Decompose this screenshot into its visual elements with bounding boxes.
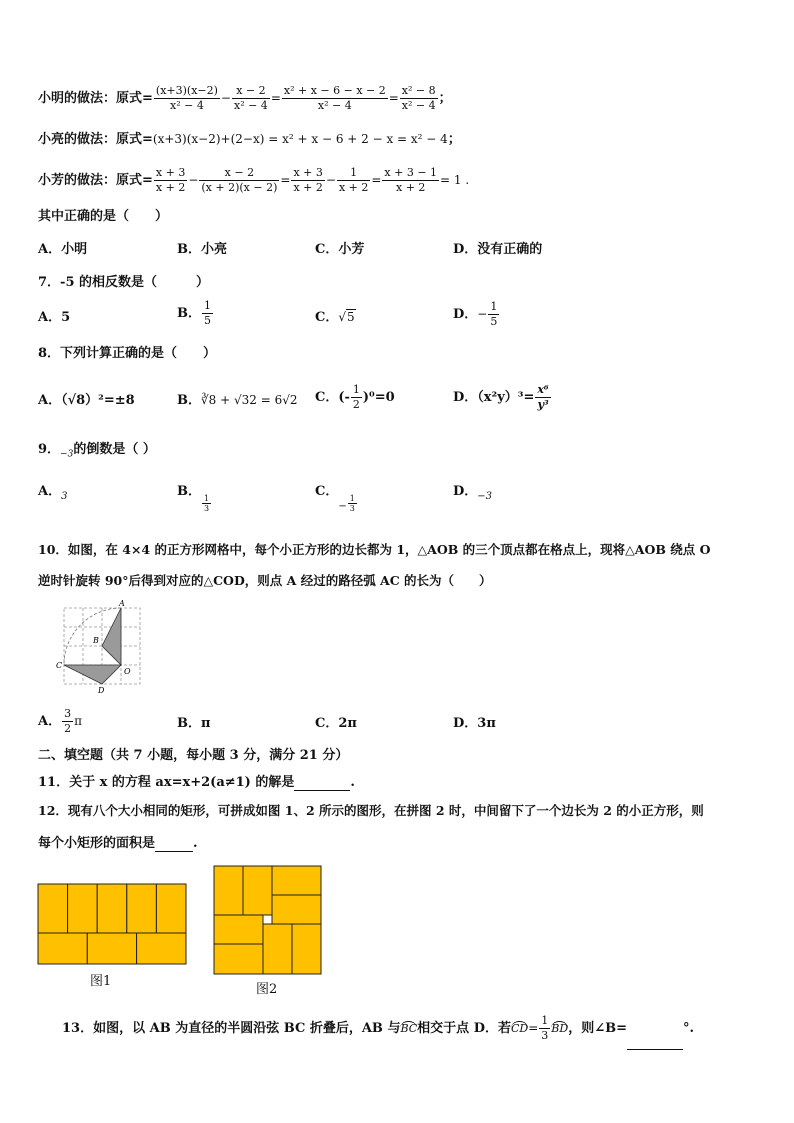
q6-fang-fraction-2: $\frac{x - 2}{(x + 2)(x - 2)}$ [201,166,278,194]
q7-stem: 7．-5 的相反数是（ ） [38,275,210,290]
fig-label-o: O [124,667,131,676]
sqrt-icon: √ [338,310,347,324]
fig-label-d: D [98,686,105,695]
fig-label-a: A [119,599,125,608]
q7-option-d-fraction: $\frac{1}{5}$ [490,300,498,328]
q8-option-b[interactable]: B．∛8 + √32 = 6√2 [177,393,298,408]
q6-fang-line: 小芳的做法：原式= $\frac{x + 3}{x + 2}$ − $\frac{x - 2}{(x + 2)(x - 2)}$ = $\frac{x + 3}{x + 2}$ − $\frac{1}{x + 2}$ = $\frac{x + 3 - 1}{x + 2}$ = 1 . [38,166,470,194]
q6-ming-prefix: 小明的做法：原式= [38,91,153,106]
q7-option-c[interactable]: C．√5 [315,310,355,325]
q10-option-a-fraction: $\frac{3}{2}$ [64,707,72,735]
q7-option-a[interactable]: A．5 [38,310,71,325]
q6-ming-fraction-3: $\frac{\text{x² + x − 6 − x − 2}}{\text{x² − 4}}$ [283,84,386,112]
q13: 13．如图，以 AB 为直径的半圆沿弦 BC 折叠后，AB 与BC相交于点 D．若CD= $\frac{1}{3}$ BD，则∠B= °. [62,1008,694,1048]
q12-line-1: 12．现有八个大小相同的矩形，可拼成如图 1、2 所示的图形，在拼图 2 时，中间留下了一个边长为 2 的小正方形，则 [38,803,704,818]
q13-answer-blank[interactable] [627,1009,683,1050]
q6-fang-prefix: 小芳的做法：原式= [38,173,153,188]
q9-option-a[interactable]: A．$_3$ [38,484,68,502]
q8-option-a[interactable]: A．（√8）²=±8 [38,393,135,408]
q6-option-a[interactable]: A．小明 [38,242,88,257]
q9-stem: 9．$_{-3}$的倒数是（ ） [38,442,156,460]
section-2-title: 二、填空题（共 7 小题，每小题 3 分，满分 21 分） [38,748,349,763]
q6-fang-fraction-5: $\frac{x + 3 - 1}{x + 2}$ [384,166,438,194]
q10-option-d[interactable]: D．3π [453,716,496,731]
q12-figure-1-label: 图1 [90,974,112,989]
q10-line-2: 逆时针旋转 90°后得到对应的△COD，则点 A 经过的路径弧 AC 的长为（ ） [38,573,492,588]
fig-label-c: C [56,661,63,670]
q8-option-c[interactable]: C．(- $\frac{1}{2}$ )⁰=0 [315,383,395,411]
fig-label-b: B [93,636,99,645]
q6-ming-fraction-4: $\frac{\text{x² − 8}}{\text{x² − 4}}$ [401,84,436,112]
q13-arc-bd: BD [551,1022,569,1035]
q8-stem: 8．下列计算正确的是（ ） [38,346,217,361]
q12-answer-blank[interactable] [155,836,193,852]
q10-option-a[interactable]: A． $\frac{3}{2}$ π [38,707,82,735]
q9-option-c-fraction: $\frac{1}{3}$ [349,494,355,513]
q10-option-c[interactable]: C．2π [315,716,357,731]
q6-fang-fraction-4: $\frac{1}{x + 2}$ [338,166,369,194]
q8-option-d[interactable]: D．（x²y）³= $\frac{\text{x⁶}}{\text{y³}}$ [453,383,549,411]
q10-rotation-figure [56,598,148,696]
q6-option-b[interactable]: B．小亮 [177,242,227,257]
q9-option-b-fraction: $\frac{1}{3}$ [204,494,210,513]
q12-figure-2 [213,865,323,976]
q13-arc-bc: BC [400,1022,418,1035]
q7-option-b[interactable]: B． $\frac{1}{5}$ [177,299,211,327]
q6-option-d[interactable]: D．没有正确的 [453,242,543,257]
q12-figure-2-label: 图2 [256,982,278,997]
q12-line-2: 每个小矩形的面积是 . [38,836,198,851]
q7-option-d[interactable]: D．− $\frac{1}{5}$ [453,300,498,328]
q6-liang-prefix: 小亮的做法：原式= [38,132,153,147]
q6-ming-line: 小明的做法：原式= $\frac{(x+3)(x-2)}{\text{x² − 4}}$ − $\frac{x - 2}{\text{x² − 4}}$ = $\frac{\text{x² + x − 6 − x − 2}}{\text{x² − 4}}$ = $\frac{\text{x² − 8}}{\text{x² − 4}}$ ； [38,84,452,112]
q6-ming-fraction-2: $\frac{x - 2}{\text{x² − 4}}$ [233,84,268,112]
q7-option-b-fraction: $\frac{1}{5}$ [204,299,211,327]
q11: 11．关于 x 的方程 ax=x+2(a≠1) 的解是 . [38,775,355,790]
q13-fraction: $\frac{1}{3}$ [541,1014,549,1042]
q9-option-c[interactable]: C．$_-$ $\frac{1}{3}$ [315,484,355,513]
q8-option-c-fraction: $\frac{1}{2}$ [352,383,360,411]
q6-liang-expression: (x+3)(x−2)+(2−x) = x² + x − 6 + 2 − x = x² − 4 [152,132,448,146]
q10-line-1: 10．如图，在 4×4 的正方形网格中，每个小正方形的边长都为 1，△AOB 的三个顶点都在格点上，现将△AOB 绕点 O [38,542,711,557]
q6-option-c[interactable]: C．小芳 [315,242,365,257]
q11-answer-blank[interactable] [294,775,350,791]
q9-option-d[interactable]: D．$_{-3}$ [453,484,493,502]
q6-question: 其中正确的是（ ） [38,209,169,224]
q6-fang-fraction-3: $\frac{x + 3}{x + 2}$ [293,166,323,194]
q8-option-d-fraction: $\frac{\text{x⁶}}{\text{y³}}$ [537,383,549,411]
q10-option-b[interactable]: B．π [177,716,211,731]
q6-fang-fraction-1: $\frac{x + 3}{x + 2}$ [155,166,186,194]
q8-option-b-expression: ∛8 + √32 = 6√2 [201,393,298,407]
q13-arc-cd: CD [510,1022,529,1035]
q12-figure-1 [37,883,187,965]
q9-option-b[interactable]: B． $\frac{1}{3}$ [177,484,210,513]
q6-liang-line: 小亮的做法：原式=(x+3)(x−2)+(2−x) = x² + x − 6 + 2 − x = x² − 4； [38,132,461,147]
q6-ming-fraction-1: $\frac{(x+3)(x-2)}{\text{x² − 4}}$ [155,84,218,112]
